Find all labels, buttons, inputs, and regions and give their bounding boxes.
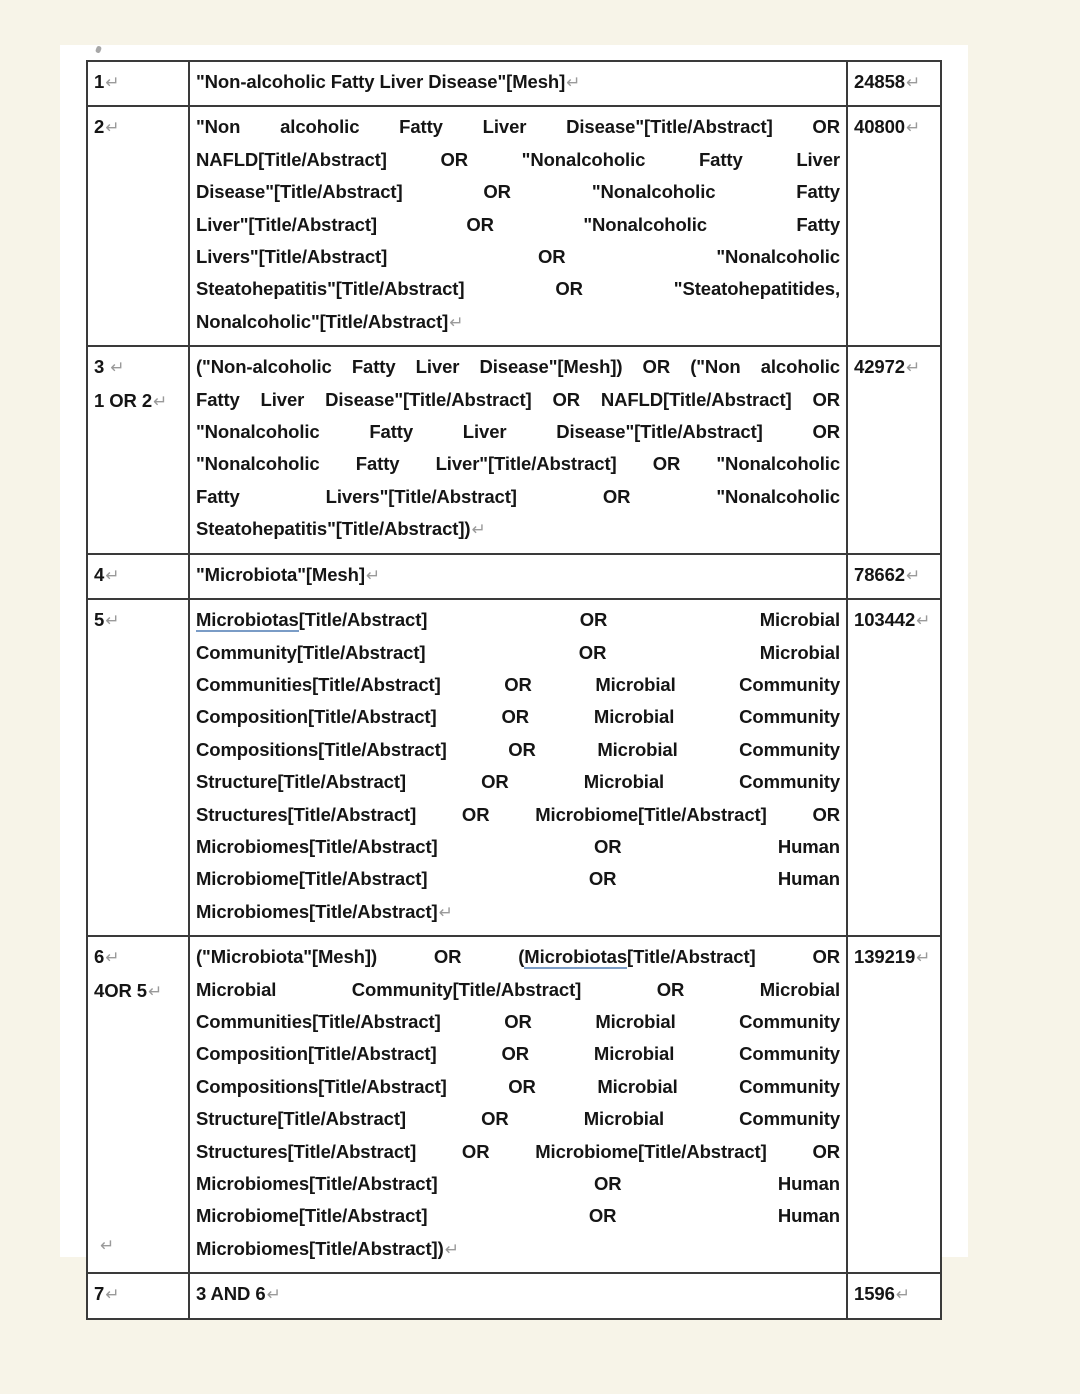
search-number-text: 4 xyxy=(94,563,105,585)
query-word: OR xyxy=(440,148,469,170)
table-row xyxy=(87,936,941,1273)
query-line xyxy=(196,351,840,383)
query-word: Microbial xyxy=(595,1010,676,1032)
query-word: Disease"[Title/Abstract] xyxy=(325,388,532,410)
query-word: OR xyxy=(579,609,608,631)
paragraph-mark: ↵ xyxy=(905,358,921,378)
search-number-cell xyxy=(87,61,189,106)
search-number xyxy=(94,66,182,99)
search-number-text: 3 xyxy=(94,356,110,378)
query-word: Microbial xyxy=(595,673,676,695)
query-word: Microbiomes[Title/Abstract]) xyxy=(196,1237,444,1259)
result-count: 1596 xyxy=(854,1283,895,1305)
query-word: Microbial xyxy=(593,706,675,728)
search-number-text: 2 xyxy=(94,116,105,138)
query-line xyxy=(196,1233,840,1266)
search-number xyxy=(94,385,182,418)
query-word: Community[Title/Abstract] xyxy=(351,978,582,1000)
search-number xyxy=(94,111,182,144)
query-word: Structures[Title/Abstract] xyxy=(196,803,417,825)
search-number-text: 6 xyxy=(94,946,105,968)
query-word: ("Non xyxy=(690,356,741,378)
query-word: Human xyxy=(777,1173,841,1194)
query-word: OR xyxy=(593,835,622,857)
paragraph-mark: ↵ xyxy=(147,981,163,1001)
query-word: Compositions[Title/Abstract] xyxy=(196,1075,447,1097)
query-word: Nonalcoholic"[Title/Abstract] xyxy=(196,310,449,332)
query-word xyxy=(196,609,427,632)
search-number-text: 1 xyxy=(94,71,105,92)
query-line xyxy=(196,637,840,669)
paragraph-mark: ↵ xyxy=(895,1285,911,1305)
query-cell xyxy=(189,61,847,106)
query-cell xyxy=(189,554,847,599)
query-word: Community xyxy=(739,706,840,728)
result-count-cell xyxy=(847,599,941,936)
paragraph-mark: ↵ xyxy=(105,118,120,138)
paragraph-mark: ↵ xyxy=(916,948,931,968)
result-count-cell xyxy=(847,106,941,346)
table-body xyxy=(87,61,941,1319)
table-row xyxy=(87,61,941,106)
query-text: "Microbiota"[Mesh] xyxy=(196,563,365,585)
query-word: OR xyxy=(812,116,840,138)
query-word: Disease"[Title/Abstract] xyxy=(196,181,403,203)
query-word: OR xyxy=(433,946,462,968)
query-word-suffix: [Title/Abstract] xyxy=(298,609,428,631)
query-word: Composition[Title/Abstract] xyxy=(196,706,437,728)
paragraph-mark: ↵ xyxy=(110,358,125,378)
search-number-text: 1 OR 2 xyxy=(94,389,153,411)
spellcheck-underlined-word: Microbiotas xyxy=(196,609,299,631)
query-word: Fatty xyxy=(796,213,841,235)
query-text: "Non-alcoholic Fatty Liver Disease"[Mesh] xyxy=(196,71,566,92)
query-word: Disease"[Title/Abstract] xyxy=(566,116,773,138)
query-word: "Nonalcoholic xyxy=(591,181,716,203)
paragraph-mark: ↵ xyxy=(471,520,486,540)
query-word: OR xyxy=(812,388,841,410)
query-line xyxy=(196,766,840,798)
result-count-cell xyxy=(847,554,941,599)
query-line xyxy=(196,1006,840,1038)
query-line xyxy=(196,241,840,273)
result-count: 24858 xyxy=(854,71,905,92)
query-line xyxy=(196,273,840,305)
search-number xyxy=(94,351,182,384)
result-count: 78662 xyxy=(854,563,905,585)
query-word: OR xyxy=(501,706,530,728)
query-word: OR xyxy=(508,738,536,760)
result-count-cell xyxy=(847,936,941,1273)
query-word: Human xyxy=(777,868,841,890)
query-word: Community xyxy=(739,1075,840,1097)
paragraph-mark: ↵ xyxy=(105,1285,120,1305)
query-word: OR xyxy=(812,421,841,443)
query-word: Communities[Title/Abstract] xyxy=(196,1010,441,1032)
query-word: "Nonalcoholic xyxy=(716,453,841,475)
result-count-cell xyxy=(847,346,941,553)
query-line xyxy=(196,974,840,1006)
search-number xyxy=(94,941,182,974)
query-line xyxy=(196,1038,840,1070)
query-word: Livers"[Title/Abstract] xyxy=(325,485,517,507)
query-word: Structures[Title/Abstract] xyxy=(196,1140,417,1162)
paragraph-mark: ↵ xyxy=(365,565,381,585)
query-line xyxy=(196,831,840,863)
query-word: Fatty xyxy=(698,148,743,170)
paragraph-mark: ↵ xyxy=(905,118,921,138)
result-count-cell xyxy=(847,61,941,106)
query-line xyxy=(196,1103,840,1135)
query-word: "Nonalcoholic xyxy=(716,246,840,268)
trailing-paragraph-mark: ↵ xyxy=(100,1236,115,1255)
table-row xyxy=(87,599,941,936)
search-number-text: 7 xyxy=(94,1283,105,1305)
search-number-text: 5 xyxy=(94,609,105,631)
search-number xyxy=(94,604,182,637)
query-word: "Non xyxy=(196,116,241,138)
table-row xyxy=(87,1273,941,1318)
query-word: Fatty xyxy=(369,421,414,443)
query-cell xyxy=(189,599,847,936)
query-word: Fatty xyxy=(351,356,396,378)
query-line xyxy=(196,144,840,176)
query-word: OR xyxy=(481,771,509,793)
query-word: Microbial xyxy=(759,641,840,663)
query-line xyxy=(196,896,840,929)
result-count-cell xyxy=(847,1273,941,1318)
query-word: OR xyxy=(812,1140,840,1162)
search-number xyxy=(94,559,182,592)
query-line xyxy=(196,559,840,592)
query-word: Microbial xyxy=(196,978,277,1000)
query-line xyxy=(196,863,840,895)
query-word: Microbiome[Title/Abstract] xyxy=(535,803,767,825)
query-word: "Nonalcoholic xyxy=(716,485,840,507)
query-word: Liver xyxy=(482,116,527,138)
query-word: Structure[Title/Abstract] xyxy=(196,771,406,793)
search-number xyxy=(94,975,182,1008)
paragraph-mark: ↵ xyxy=(438,902,453,922)
search-strategy-table xyxy=(86,60,942,1320)
query-word: Liver xyxy=(462,421,507,443)
query-word: Liver"[Title/Abstract] xyxy=(435,453,617,475)
query-word: OR xyxy=(466,213,494,235)
query-word: OR xyxy=(461,803,490,825)
search-number-cell xyxy=(87,346,189,553)
query-line xyxy=(196,1168,840,1200)
search-number xyxy=(94,1278,182,1311)
query-word: ("Microbiota"[Mesh]) xyxy=(196,946,378,968)
paragraph-mark: ↵ xyxy=(449,312,464,332)
paren: ( xyxy=(518,946,525,968)
search-number-text: 4OR 5 xyxy=(94,979,147,1001)
query-cell xyxy=(189,346,847,553)
query-word: Community xyxy=(739,738,840,760)
query-line xyxy=(196,384,840,416)
query-word: OR xyxy=(552,388,580,410)
query-line xyxy=(196,1278,840,1311)
query-word: Microbial xyxy=(583,1108,665,1130)
query-word: OR xyxy=(504,673,532,695)
query-word: OR xyxy=(538,246,566,268)
query-word: Human xyxy=(777,835,841,857)
query-word: Microbial xyxy=(583,771,665,793)
query-word: Composition[Title/Abstract] xyxy=(196,1043,437,1065)
query-word: Liver xyxy=(415,356,460,378)
query-word: Compositions[Title/Abstract] xyxy=(196,738,447,760)
paragraph-mark: ↵ xyxy=(566,73,581,92)
query-word: Community xyxy=(739,1043,840,1065)
query-word: Microbial xyxy=(597,1075,678,1097)
query-cell xyxy=(189,1273,847,1318)
query-line xyxy=(196,176,840,208)
paragraph-mark: ↵ xyxy=(105,73,120,92)
query-word: Community xyxy=(739,1010,841,1032)
query-line xyxy=(196,448,840,480)
query-word: Liver xyxy=(260,388,305,410)
query-line xyxy=(196,1200,840,1232)
query-word: NAFLD[Title/Abstract] xyxy=(600,388,792,410)
query-line xyxy=(196,1071,840,1103)
query-word: ("Non-alcoholic xyxy=(196,356,332,378)
query-word: Disease"[Title/Abstract] xyxy=(556,421,763,443)
query-word: OR xyxy=(588,868,617,890)
query-word: Liver xyxy=(796,148,841,170)
query-cell xyxy=(189,106,847,346)
query-word: Community[Title/Abstract] xyxy=(196,641,426,663)
document-page xyxy=(60,45,968,1305)
query-word: OR xyxy=(588,1205,617,1227)
search-number-cell xyxy=(87,1273,189,1318)
query-word: Microbiome[Title/Abstract] xyxy=(196,868,428,890)
query-word-suffix: [Title/Abstract] xyxy=(627,946,756,968)
query-word: "Nonalcoholic xyxy=(196,453,320,475)
query-line xyxy=(196,734,840,766)
table-row xyxy=(87,346,941,553)
search-number-cell xyxy=(87,106,189,346)
result-count: 103442 xyxy=(854,609,916,631)
query-line xyxy=(196,941,840,973)
query-word: OR xyxy=(656,978,685,1000)
query-line xyxy=(196,799,840,831)
query-word: Fatty xyxy=(196,485,240,507)
query-word: Community xyxy=(739,1108,841,1130)
query-word: OR xyxy=(593,1173,622,1194)
result-count: 42972 xyxy=(854,356,905,378)
query-word: NAFLD[Title/Abstract] xyxy=(196,148,387,170)
query-word: OR xyxy=(602,485,631,507)
query-word: Fatty xyxy=(399,116,443,138)
query-word: Structure[Title/Abstract] xyxy=(196,1108,406,1130)
paragraph-mark: ↵ xyxy=(905,565,921,585)
paragraph-mark: ↵ xyxy=(905,73,921,92)
query-word: Microbiomes[Title/Abstract] xyxy=(196,835,438,857)
query-line xyxy=(196,604,840,636)
stray-ink-mark xyxy=(95,45,102,53)
query-word: OR xyxy=(504,1010,532,1032)
query-line xyxy=(196,416,840,448)
paragraph-mark: ↵ xyxy=(266,1285,281,1305)
paragraph-mark: ↵ xyxy=(916,611,931,631)
query-line xyxy=(196,481,840,513)
search-number-cell xyxy=(87,936,189,1273)
query-word: Microbial xyxy=(597,738,678,760)
query-word: Steatohepatitis"[Title/Abstract] xyxy=(196,278,465,300)
query-cell xyxy=(189,936,847,1273)
query-line xyxy=(196,306,840,339)
query-line xyxy=(196,66,840,99)
result-count: 40800 xyxy=(854,116,905,138)
query-word: Microbial xyxy=(759,978,841,1000)
search-number-cell xyxy=(87,599,189,936)
query-word: OR xyxy=(461,1140,490,1162)
query-text: 3 AND 6 xyxy=(196,1283,266,1305)
query-word: "Nonalcoholic xyxy=(521,148,646,170)
query-word: OR xyxy=(652,453,681,475)
query-word: "Nonalcoholic xyxy=(583,213,707,235)
query-line xyxy=(196,701,840,733)
query-word: Community xyxy=(739,673,841,695)
query-word: "Nonalcoholic xyxy=(196,421,320,443)
query-word: Fatty xyxy=(796,181,840,203)
query-word: Human xyxy=(777,1205,841,1227)
query-word xyxy=(518,946,755,969)
query-word: alcoholic xyxy=(760,356,840,378)
query-word: OR xyxy=(812,803,840,825)
query-word: Steatohepatitis"[Title/Abstract]) xyxy=(196,518,471,540)
query-word: OR xyxy=(578,641,607,663)
query-word: OR xyxy=(642,356,671,378)
paragraph-mark: ↵ xyxy=(153,391,168,411)
table-row xyxy=(87,554,941,599)
query-word: OR xyxy=(483,181,511,203)
result-count: 139219 xyxy=(854,946,916,968)
paragraph-mark: ↵ xyxy=(105,565,120,585)
query-line xyxy=(196,1136,840,1168)
query-word: OR xyxy=(812,946,841,968)
query-word: OR xyxy=(508,1075,536,1097)
query-word: Microbiomes[Title/Abstract] xyxy=(196,1173,438,1194)
query-word: OR xyxy=(555,278,583,300)
query-word: Microbiome[Title/Abstract] xyxy=(196,1205,428,1227)
query-word: Microbiomes[Title/Abstract] xyxy=(196,900,438,922)
query-word: Disease"[Mesh]) xyxy=(479,356,623,378)
query-line xyxy=(196,111,840,143)
query-word: Community xyxy=(739,771,841,793)
query-word: OR xyxy=(481,1108,509,1130)
search-number-cell xyxy=(87,554,189,599)
query-word: Liver"[Title/Abstract] xyxy=(196,213,377,235)
query-word: Communities[Title/Abstract] xyxy=(196,673,441,695)
table-row xyxy=(87,106,941,346)
paragraph-mark: ↵ xyxy=(444,1239,459,1259)
spellcheck-underlined-word: Microbiotas xyxy=(524,946,628,968)
query-word: Microbiome[Title/Abstract] xyxy=(535,1140,767,1162)
paragraph-mark: ↵ xyxy=(105,948,120,968)
query-word: Microbial xyxy=(593,1043,675,1065)
query-word: "Steatohepatitides, xyxy=(673,278,841,300)
query-word: Microbial xyxy=(759,609,841,631)
paragraph-mark: ↵ xyxy=(105,611,120,631)
query-line xyxy=(196,669,840,701)
query-word: alcoholic xyxy=(280,116,360,138)
query-word: Livers"[Title/Abstract] xyxy=(196,246,388,268)
query-line xyxy=(196,513,840,546)
query-line xyxy=(196,209,840,241)
query-word: OR xyxy=(501,1043,530,1065)
query-word: Fatty xyxy=(355,453,400,475)
query-word: Fatty xyxy=(196,388,240,410)
